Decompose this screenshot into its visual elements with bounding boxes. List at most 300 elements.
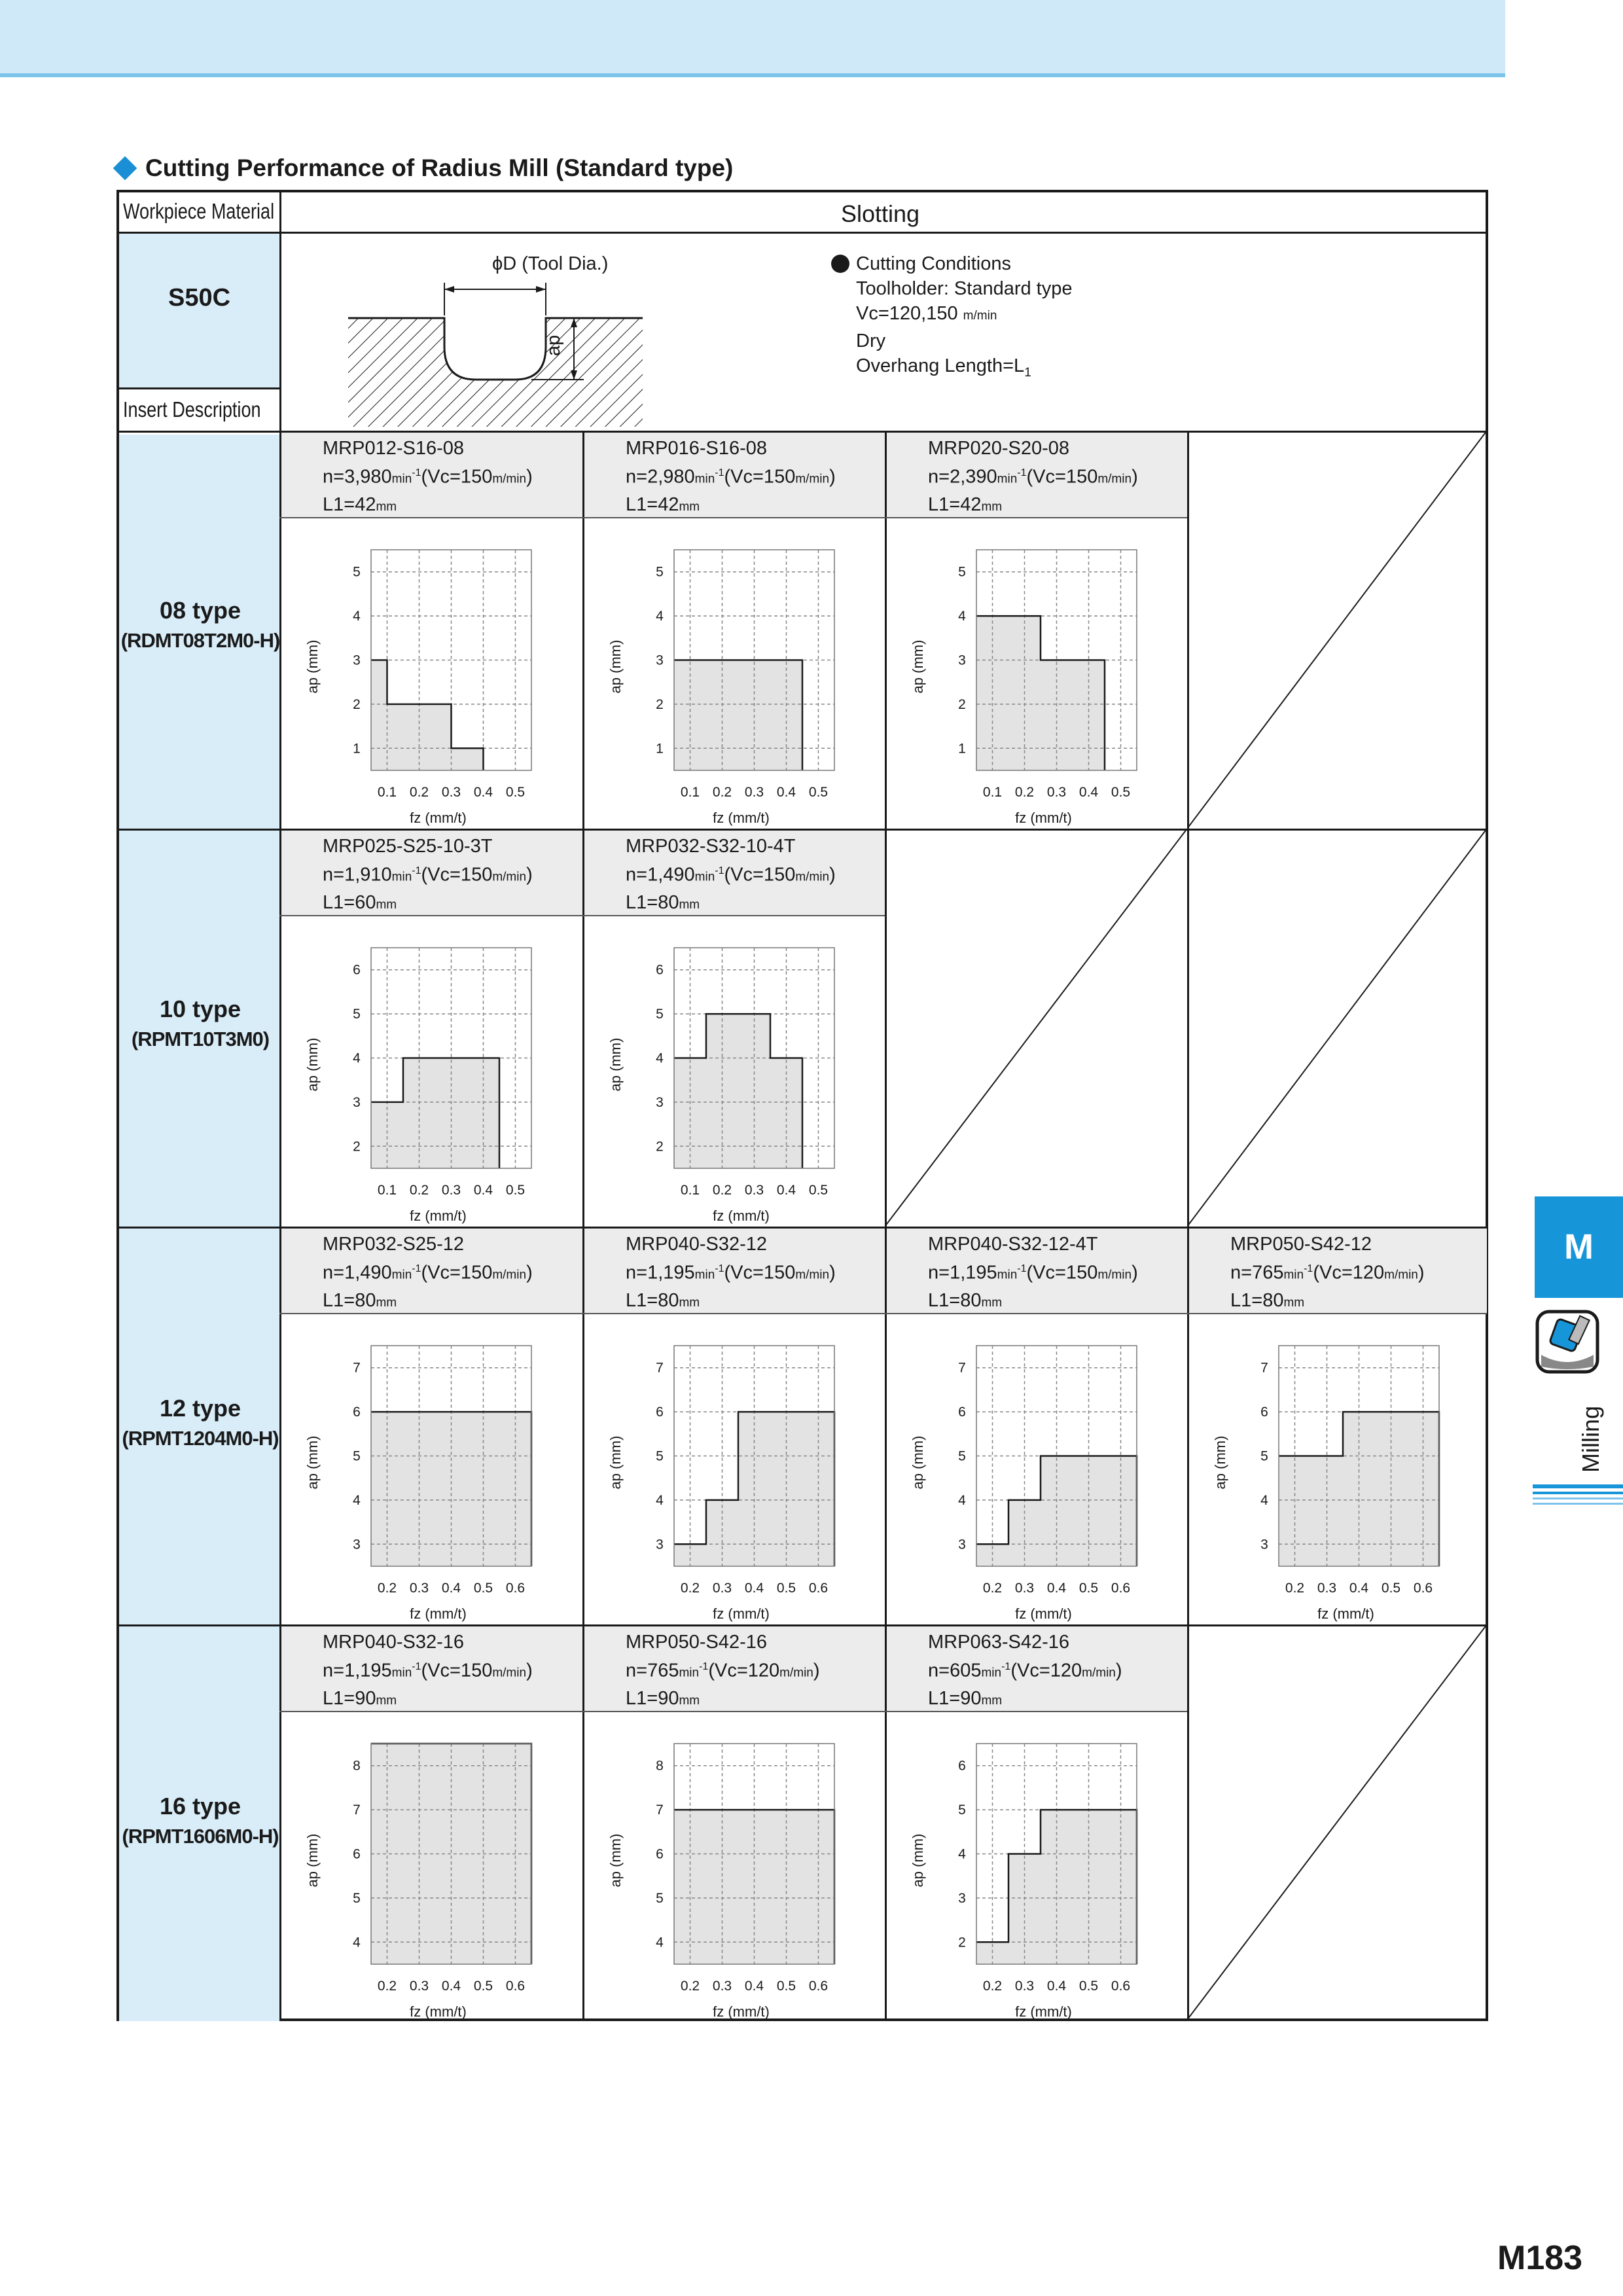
insert-model: MRP032-S25-12 xyxy=(323,1234,464,1255)
y-tick-label: 4 xyxy=(958,609,966,624)
x-tick-label: 0.3 xyxy=(1014,1979,1035,1994)
insert-length xyxy=(323,492,533,520)
y-tick-label: 7 xyxy=(958,1360,966,1376)
insert-spec xyxy=(626,436,836,520)
spindle-speed: n=1,910 xyxy=(323,864,392,886)
x-tick-label: 0.5 xyxy=(776,1979,796,1994)
unit-min: min xyxy=(679,1666,700,1680)
x-tick-label: 0.6 xyxy=(505,1581,526,1596)
insert-spec xyxy=(323,1232,533,1316)
insert-speed xyxy=(928,1257,1138,1288)
insert-model: MRP040-S32-16 xyxy=(323,1632,464,1653)
y-tick-label: 5 xyxy=(656,1448,664,1464)
chart xyxy=(1187,1313,1487,1624)
insert-length xyxy=(928,492,1138,520)
unit-min: min xyxy=(391,472,412,486)
overhang-length: L1=80 xyxy=(323,1289,376,1311)
insert-model: MRP032-S32-10-4T xyxy=(626,836,796,857)
y-axis-label: ap (mm) xyxy=(304,639,321,694)
chart xyxy=(582,1313,885,1624)
diamond-bullet-icon xyxy=(113,156,137,181)
unit-vc: m/min xyxy=(492,1268,527,1282)
workpiece-material-label: Workpiece Material xyxy=(123,199,275,223)
x-axis-label: fz (mm/t) xyxy=(713,810,770,826)
insert-model: MRP063-S42-16 xyxy=(928,1632,1069,1653)
y-tick-label: 1 xyxy=(353,741,361,757)
unit-vc: m/min xyxy=(492,1666,527,1680)
x-axis-label: fz (mm/t) xyxy=(1015,810,1072,826)
x-tick-label: 0.5 xyxy=(808,1183,829,1198)
y-tick-label: 2 xyxy=(656,696,664,712)
y-tick-label: 4 xyxy=(958,1492,966,1508)
x-tick-label: 0.2 xyxy=(377,1581,397,1596)
conditions-coolant: Dry xyxy=(856,331,886,351)
insert-speed xyxy=(928,461,1138,492)
y-axis-label: ap (mm) xyxy=(910,1435,926,1490)
x-axis-label: fz (mm/t) xyxy=(713,1605,770,1622)
unit-mm: mm xyxy=(376,1693,397,1708)
y-tick-label: 6 xyxy=(958,1405,966,1420)
x-tick-label: 0.4 xyxy=(776,785,796,800)
material-name: S50C xyxy=(168,284,231,312)
spindle-speed: n=765 xyxy=(626,1660,679,1681)
insert-spec xyxy=(928,436,1138,520)
unit-exponent: -1 xyxy=(1017,467,1027,478)
close-paren: ) xyxy=(526,466,533,488)
x-tick-label: 0.5 xyxy=(776,1581,796,1596)
x-tick-label: 0.1 xyxy=(982,785,1003,800)
y-tick-label: 5 xyxy=(353,1890,361,1906)
section-title-text: Cutting Performance of Radius Mill (Standard type) xyxy=(145,154,734,181)
y-axis-label: ap (mm) xyxy=(607,1833,624,1888)
unit-exponent: -1 xyxy=(412,1263,421,1274)
page-number: M183 xyxy=(1497,2239,1583,2277)
chart xyxy=(885,1313,1187,1624)
insert-speed xyxy=(626,859,836,890)
y-tick-label: 5 xyxy=(656,564,664,580)
x-tick-label: 0.5 xyxy=(1079,1979,1099,1994)
x-axis-label: fz (mm/t) xyxy=(1317,1605,1374,1622)
conditions-overhang-sub: 1 xyxy=(1024,365,1031,380)
y-tick-label: 1 xyxy=(656,741,664,757)
insert-spec xyxy=(1230,1232,1425,1316)
y-tick-label: 6 xyxy=(353,1846,361,1862)
cutting-speed: (Vc=150 xyxy=(1026,466,1098,488)
insert-model: MRP012-S16-08 xyxy=(323,438,464,459)
insert-model: MRP025-S25-10-3T xyxy=(323,836,493,857)
insert-model: MRP040-S32-12-4T xyxy=(928,1234,1098,1255)
ap-label: ap xyxy=(543,334,564,356)
unit-mm: mm xyxy=(981,1693,1003,1708)
x-tick-label: 0.2 xyxy=(712,785,732,800)
y-tick-label: 4 xyxy=(353,1050,361,1066)
close-paren: ) xyxy=(1132,466,1138,488)
type-code: (RPMT1606M0-H) xyxy=(122,1825,279,1848)
milling-cutter-icon xyxy=(1535,1309,1600,1374)
insert-spec xyxy=(323,436,533,520)
chart xyxy=(279,915,582,1227)
insert-length xyxy=(323,890,533,918)
y-tick-label: 6 xyxy=(656,962,664,978)
y-tick-label: 7 xyxy=(353,1803,361,1818)
y-tick-label: 7 xyxy=(1260,1360,1268,1376)
spindle-speed: n=2,980 xyxy=(626,466,695,488)
x-tick-label: 0.5 xyxy=(808,785,829,800)
cutting-speed: (Vc=120 xyxy=(1313,1262,1385,1283)
x-tick-label: 0.6 xyxy=(1413,1581,1433,1596)
y-tick-label: 4 xyxy=(353,1492,361,1508)
unit-vc: m/min xyxy=(1082,1666,1116,1680)
conditions-toolholder: Toolholder: Standard type xyxy=(856,278,1073,299)
insert-length xyxy=(323,1288,533,1316)
unit-mm: mm xyxy=(679,1693,700,1708)
x-tick-label: 0.4 xyxy=(441,1979,461,1994)
unit-mm: mm xyxy=(376,1295,397,1310)
spindle-speed: n=1,490 xyxy=(323,1262,392,1283)
y-tick-label: 5 xyxy=(353,564,361,580)
overhang-length: L1=60 xyxy=(323,891,376,913)
x-tick-label: 0.2 xyxy=(377,1979,397,1994)
x-tick-label: 0.4 xyxy=(473,785,493,800)
y-tick-label: 4 xyxy=(656,1050,664,1066)
y-tick-label: 5 xyxy=(656,1007,664,1022)
insert-speed xyxy=(323,461,533,492)
y-tick-label: 5 xyxy=(1260,1448,1268,1464)
insert-spec xyxy=(323,1630,533,1713)
x-axis-label: fz (mm/t) xyxy=(713,1208,770,1224)
close-paren: ) xyxy=(526,1660,533,1681)
conditions-overhang: Overhang Length=L xyxy=(856,355,1025,376)
section-title xyxy=(116,154,733,182)
x-tick-label: 0.1 xyxy=(680,785,700,800)
insert-length xyxy=(928,1288,1138,1316)
unit-exponent: -1 xyxy=(412,1661,421,1672)
x-axis-label: fz (mm/t) xyxy=(713,2003,770,2020)
x-tick-label: 0.3 xyxy=(409,1979,429,1994)
close-paren: ) xyxy=(1115,1660,1122,1681)
x-tick-label: 0.4 xyxy=(1046,1581,1067,1596)
cutting-speed: (Vc=150 xyxy=(421,466,493,488)
x-tick-label: 0.3 xyxy=(744,1183,764,1198)
unit-exponent: -1 xyxy=(1017,1263,1027,1274)
x-tick-label: 0.3 xyxy=(712,1581,732,1596)
x-tick-label: 0.3 xyxy=(744,785,764,800)
y-tick-label: 6 xyxy=(1260,1405,1268,1420)
close-paren: ) xyxy=(829,864,836,886)
x-tick-label: 0.4 xyxy=(1079,785,1099,800)
x-tick-label: 0.3 xyxy=(441,1183,461,1198)
y-tick-label: 6 xyxy=(353,1405,361,1420)
x-tick-label: 0.4 xyxy=(744,1581,764,1596)
y-tick-label: 7 xyxy=(656,1360,664,1376)
x-axis-label: fz (mm/t) xyxy=(410,2003,467,2020)
y-axis-label: ap (mm) xyxy=(910,1833,926,1888)
close-paren: ) xyxy=(526,1262,533,1283)
diagonal-line xyxy=(885,829,1187,1227)
chart xyxy=(582,915,885,1227)
x-tick-label: 0.5 xyxy=(505,785,526,800)
empty-cell-diagonal xyxy=(1187,431,1487,829)
empty-cell-diagonal xyxy=(1187,1624,1487,2020)
y-tick-label: 5 xyxy=(353,1448,361,1464)
y-tick-label: 4 xyxy=(353,1935,361,1950)
unit-min: min xyxy=(694,870,715,884)
y-tick-label: 6 xyxy=(353,962,361,978)
x-tick-label: 0.6 xyxy=(1111,1581,1131,1596)
y-tick-label: 3 xyxy=(656,1094,664,1110)
empty-cell-diagonal xyxy=(885,829,1187,1227)
insert-model: MRP050-S42-12 xyxy=(1230,1234,1372,1255)
y-tick-label: 6 xyxy=(656,1846,664,1862)
x-tick-label: 0.1 xyxy=(377,1183,397,1198)
y-tick-label: 2 xyxy=(958,696,966,712)
chart-grid xyxy=(119,192,1487,2020)
insert-length xyxy=(323,1686,533,1713)
x-tick-label: 0.4 xyxy=(441,1581,461,1596)
x-tick-label: 0.2 xyxy=(712,1183,732,1198)
overhang-length: L1=90 xyxy=(626,1687,679,1709)
chart xyxy=(279,1711,582,2020)
insert-spec xyxy=(626,834,836,918)
y-tick-label: 2 xyxy=(656,1139,664,1155)
y-tick-label: 5 xyxy=(958,1803,966,1818)
unit-mm: mm xyxy=(679,499,700,514)
y-tick-label: 5 xyxy=(353,1007,361,1022)
overhang-length: L1=80 xyxy=(1230,1289,1284,1311)
performance-table xyxy=(116,190,1488,2021)
insert-speed xyxy=(323,1655,533,1686)
x-tick-label: 0.3 xyxy=(1046,785,1067,800)
x-tick-label: 0.6 xyxy=(505,1979,526,1994)
unit-min: min xyxy=(1283,1268,1304,1282)
overhang-length: L1=42 xyxy=(626,493,679,515)
y-axis-label: ap (mm) xyxy=(1212,1435,1228,1490)
spindle-speed: n=765 xyxy=(1230,1262,1284,1283)
x-axis-label: fz (mm/t) xyxy=(410,810,467,826)
section-tab-m[interactable]: M xyxy=(1535,1196,1623,1298)
chart xyxy=(582,517,885,829)
insert-spec xyxy=(626,1232,836,1316)
chart xyxy=(885,1711,1187,2020)
x-tick-label: 0.6 xyxy=(1111,1979,1131,1994)
insert-spec xyxy=(626,1630,820,1713)
unit-vc: m/min xyxy=(1097,472,1132,486)
y-tick-label: 3 xyxy=(958,1890,966,1906)
overhang-length: L1=80 xyxy=(928,1289,982,1311)
spindle-speed: n=605 xyxy=(928,1660,982,1681)
insert-length xyxy=(1230,1288,1425,1316)
y-tick-label: 3 xyxy=(353,1537,361,1552)
spindle-speed: n=1,195 xyxy=(928,1262,997,1283)
insert-spec xyxy=(323,834,533,918)
insert-model: MRP020-S20-08 xyxy=(928,438,1069,459)
unit-mm: mm xyxy=(376,897,397,912)
unit-min: min xyxy=(391,1666,412,1680)
cutting-speed: (Vc=150 xyxy=(421,1262,493,1283)
y-tick-label: 2 xyxy=(353,1139,361,1155)
header-band xyxy=(0,0,1505,77)
y-tick-label: 5 xyxy=(656,1890,664,1906)
y-tick-label: 4 xyxy=(656,609,664,624)
y-tick-label: 3 xyxy=(656,653,664,668)
overhang-length: L1=90 xyxy=(928,1687,982,1709)
spindle-speed: n=3,980 xyxy=(323,466,392,488)
y-tick-label: 5 xyxy=(958,564,966,580)
conditions-vc-unit: m/min xyxy=(963,309,997,323)
unit-vc: m/min xyxy=(795,1268,830,1282)
insert-length xyxy=(626,1288,836,1316)
y-tick-label: 6 xyxy=(958,1758,966,1774)
x-tick-label: 0.4 xyxy=(473,1183,493,1198)
x-tick-label: 0.1 xyxy=(680,1183,700,1198)
spindle-speed: n=1,195 xyxy=(323,1660,392,1681)
insert-speed xyxy=(1230,1257,1425,1288)
insert-length xyxy=(928,1686,1122,1713)
y-tick-label: 3 xyxy=(353,1094,361,1110)
overhang-length: L1=80 xyxy=(626,891,679,913)
y-tick-label: 1 xyxy=(958,741,966,757)
cutting-speed: (Vc=150 xyxy=(724,864,796,886)
unit-mm: mm xyxy=(981,1295,1003,1310)
sidebar-decoration xyxy=(1533,1484,1623,1505)
unit-vc: m/min xyxy=(1384,1268,1418,1282)
unit-min: min xyxy=(981,1666,1002,1680)
unit-vc: m/min xyxy=(795,472,830,486)
y-tick-label: 4 xyxy=(656,1935,664,1950)
y-tick-label: 3 xyxy=(656,1537,664,1552)
unit-vc: m/min xyxy=(492,870,527,884)
x-tick-label: 0.4 xyxy=(1046,1979,1067,1994)
x-tick-label: 0.3 xyxy=(712,1979,732,1994)
unit-mm: mm xyxy=(679,897,700,912)
unit-min: min xyxy=(997,472,1018,486)
type-code: (RDMT08T2M0-H) xyxy=(120,629,280,652)
close-paren: ) xyxy=(1132,1262,1138,1283)
unit-mm: mm xyxy=(679,1295,700,1310)
type-code: (RPMT1204M0-H) xyxy=(122,1427,279,1450)
close-paren: ) xyxy=(526,864,533,886)
y-tick-label: 4 xyxy=(353,609,361,624)
insert-speed xyxy=(323,1257,533,1288)
y-axis-label: ap (mm) xyxy=(607,1037,624,1092)
x-tick-label: 0.5 xyxy=(1381,1581,1401,1596)
unit-exponent: -1 xyxy=(412,865,421,876)
y-axis-label: ap (mm) xyxy=(607,1435,624,1490)
insert-description-label: Insert Description xyxy=(123,397,261,422)
type-name: 16 type xyxy=(159,1793,241,1820)
y-tick-label: 7 xyxy=(656,1803,664,1818)
conditions-title: Cutting Conditions xyxy=(856,253,1011,274)
y-axis-label: ap (mm) xyxy=(607,639,624,694)
y-tick-label: 6 xyxy=(656,1405,664,1420)
x-tick-label: 0.3 xyxy=(1317,1581,1337,1596)
capable-region xyxy=(674,660,802,771)
x-axis-label: fz (mm/t) xyxy=(410,1605,467,1622)
overhang-length: L1=42 xyxy=(928,493,982,515)
insert-speed xyxy=(626,461,836,492)
close-paren: ) xyxy=(813,1660,820,1681)
y-axis-label: ap (mm) xyxy=(304,1435,321,1490)
unit-vc: m/min xyxy=(795,870,830,884)
insert-spec xyxy=(928,1232,1138,1316)
close-paren: ) xyxy=(829,466,836,488)
spindle-speed: n=1,490 xyxy=(626,864,695,886)
sidebar-section-label: Milling xyxy=(1577,1405,1604,1473)
type-name: 08 type xyxy=(159,597,241,624)
unit-exponent: -1 xyxy=(715,467,724,478)
y-tick-label: 8 xyxy=(656,1758,664,1774)
x-tick-label: 0.5 xyxy=(473,1979,493,1994)
close-paren: ) xyxy=(829,1262,836,1283)
x-tick-label: 0.3 xyxy=(409,1581,429,1596)
close-paren: ) xyxy=(1418,1262,1425,1283)
x-tick-label: 0.5 xyxy=(1079,1581,1099,1596)
spindle-speed: n=1,195 xyxy=(626,1262,695,1283)
unit-mm: mm xyxy=(376,499,397,514)
cutting-speed: (Vc=150 xyxy=(421,864,493,886)
y-tick-label: 3 xyxy=(958,1537,966,1552)
x-tick-label: 0.2 xyxy=(1014,785,1035,800)
chart xyxy=(885,517,1187,829)
x-tick-label: 0.6 xyxy=(808,1979,829,1994)
cutting-speed: (Vc=150 xyxy=(1026,1262,1098,1283)
insert-model: MRP016-S16-08 xyxy=(626,438,767,459)
y-tick-label: 8 xyxy=(353,1758,361,1774)
x-tick-label: 0.2 xyxy=(680,1581,700,1596)
y-tick-label: 4 xyxy=(656,1492,664,1508)
unit-mm: mm xyxy=(1283,1295,1305,1310)
y-axis-label: ap (mm) xyxy=(304,1037,321,1092)
x-tick-label: 0.3 xyxy=(441,785,461,800)
unit-min: min xyxy=(391,870,412,884)
cutting-speed: (Vc=150 xyxy=(421,1660,493,1681)
y-tick-label: 2 xyxy=(958,1935,966,1950)
insert-speed xyxy=(928,1655,1122,1686)
diagonal-line xyxy=(1187,1624,1487,2020)
cutting-speed: (Vc=150 xyxy=(724,466,796,488)
overhang-length: L1=80 xyxy=(626,1289,679,1311)
unit-exponent: -1 xyxy=(1304,1263,1313,1274)
insert-model: MRP050-S42-16 xyxy=(626,1632,767,1653)
unit-min: min xyxy=(694,1268,715,1282)
insert-length xyxy=(626,890,836,918)
insert-length xyxy=(626,492,836,520)
x-tick-label: 0.2 xyxy=(982,1979,1003,1994)
spindle-speed: n=2,390 xyxy=(928,466,997,488)
y-axis-label: ap (mm) xyxy=(304,1833,321,1888)
insert-model: MRP040-S32-12 xyxy=(626,1234,767,1255)
insert-speed xyxy=(626,1655,820,1686)
x-tick-label: 0.5 xyxy=(505,1183,526,1198)
type-name: 12 type xyxy=(159,1395,241,1422)
x-axis-label: fz (mm/t) xyxy=(1015,1605,1072,1622)
x-tick-label: 0.4 xyxy=(744,1979,764,1994)
x-tick-label: 0.2 xyxy=(409,785,429,800)
chart xyxy=(279,1313,582,1624)
unit-exponent: -1 xyxy=(715,1263,724,1274)
empty-cell-diagonal xyxy=(1187,829,1487,1227)
unit-min: min xyxy=(997,1268,1018,1282)
overhang-length: L1=90 xyxy=(323,1687,376,1709)
x-axis-label: fz (mm/t) xyxy=(1015,2003,1072,2020)
y-axis-label: ap (mm) xyxy=(910,639,926,694)
unit-min: min xyxy=(694,472,715,486)
y-tick-label: 2 xyxy=(353,696,361,712)
x-axis-label: fz (mm/t) xyxy=(410,1208,467,1224)
y-tick-label: 4 xyxy=(1260,1492,1268,1508)
y-tick-label: 4 xyxy=(958,1846,966,1862)
insert-spec xyxy=(928,1630,1122,1713)
